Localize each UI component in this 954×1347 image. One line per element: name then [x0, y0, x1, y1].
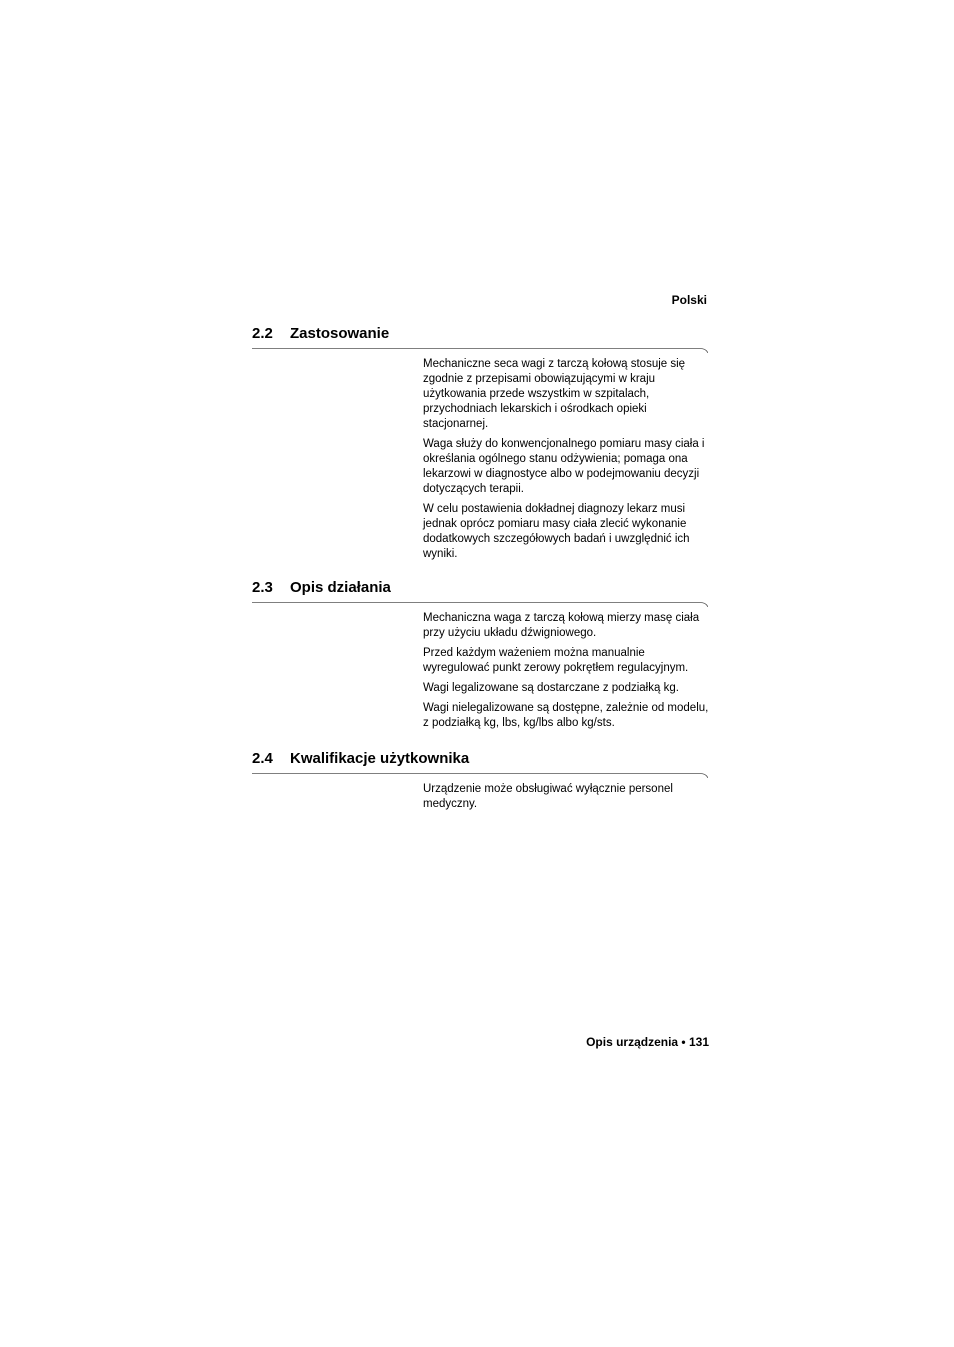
paragraph: Mechaniczna waga z tarczą kołową mierzy masę ciała przy użyciu układu dźwigniowego. — [423, 612, 700, 639]
section-number: 2.4 — [252, 750, 273, 767]
section-heading — [252, 324, 708, 344]
section-body — [423, 357, 710, 562]
section-title: Zastosowanie — [290, 325, 390, 342]
section-opis-dzialania — [252, 578, 708, 736]
section-rule — [252, 345, 708, 353]
section-number: 2.2 — [252, 325, 273, 342]
paragraph: Mechaniczne seca wagi z tarczą kołową stosuje się zgodnie z przepisami obowiązującymi w kraju użytkowania przede wszystkim w szpitalach, przychodniach lekarskich i ośrodkach opieki stacjonarnej. — [423, 358, 686, 430]
paragraph: Waga służy do konwencjonalnego pomiaru masy ciała i określania ogólnego stanu odżywienia; pomaga ona lekarzowi w diagnostyce albo w podejmowaniu decyzji dotyczących terapii. — [423, 438, 705, 495]
section-title: Opis działania — [290, 579, 391, 596]
paragraph: Wagi nielegalizowane są dostępne, zależnie od modelu, z podziałką kg, lbs, kg/lbs albo kg/sts. — [423, 702, 709, 729]
paragraph: Urządzenie może obsługiwać wyłącznie personel medyczny. — [423, 783, 673, 810]
section-heading — [252, 749, 708, 769]
paragraph: W celu postawienia dokładnej diagnozy lekarz musi jednak oprócz pomiaru masy ciała zlecić wykonanie dodatkowych szczegółowych badań i uwzględnić ich wyniki. — [423, 503, 690, 560]
section-rule — [252, 770, 708, 778]
section-body — [423, 611, 710, 731]
header-language-label: Polski — [671, 293, 707, 307]
section-number: 2.3 — [252, 579, 273, 596]
section-kwalifikacje — [252, 749, 708, 817]
paragraph: Wagi legalizowane są dostarczane z podziałką kg. — [423, 682, 679, 694]
section-title: Kwalifikacje użytkownika — [290, 750, 470, 767]
paragraph: Przed każdym ważeniem można manualnie wyregulować punkt zerowy pokrętłem regulacyjnym. — [423, 647, 689, 674]
page-footer: Opis urządzenia • 131 — [586, 1035, 709, 1049]
section-body — [423, 782, 710, 812]
section-zastosowanie — [252, 324, 708, 567]
section-rule — [252, 599, 708, 607]
section-heading — [252, 578, 708, 598]
